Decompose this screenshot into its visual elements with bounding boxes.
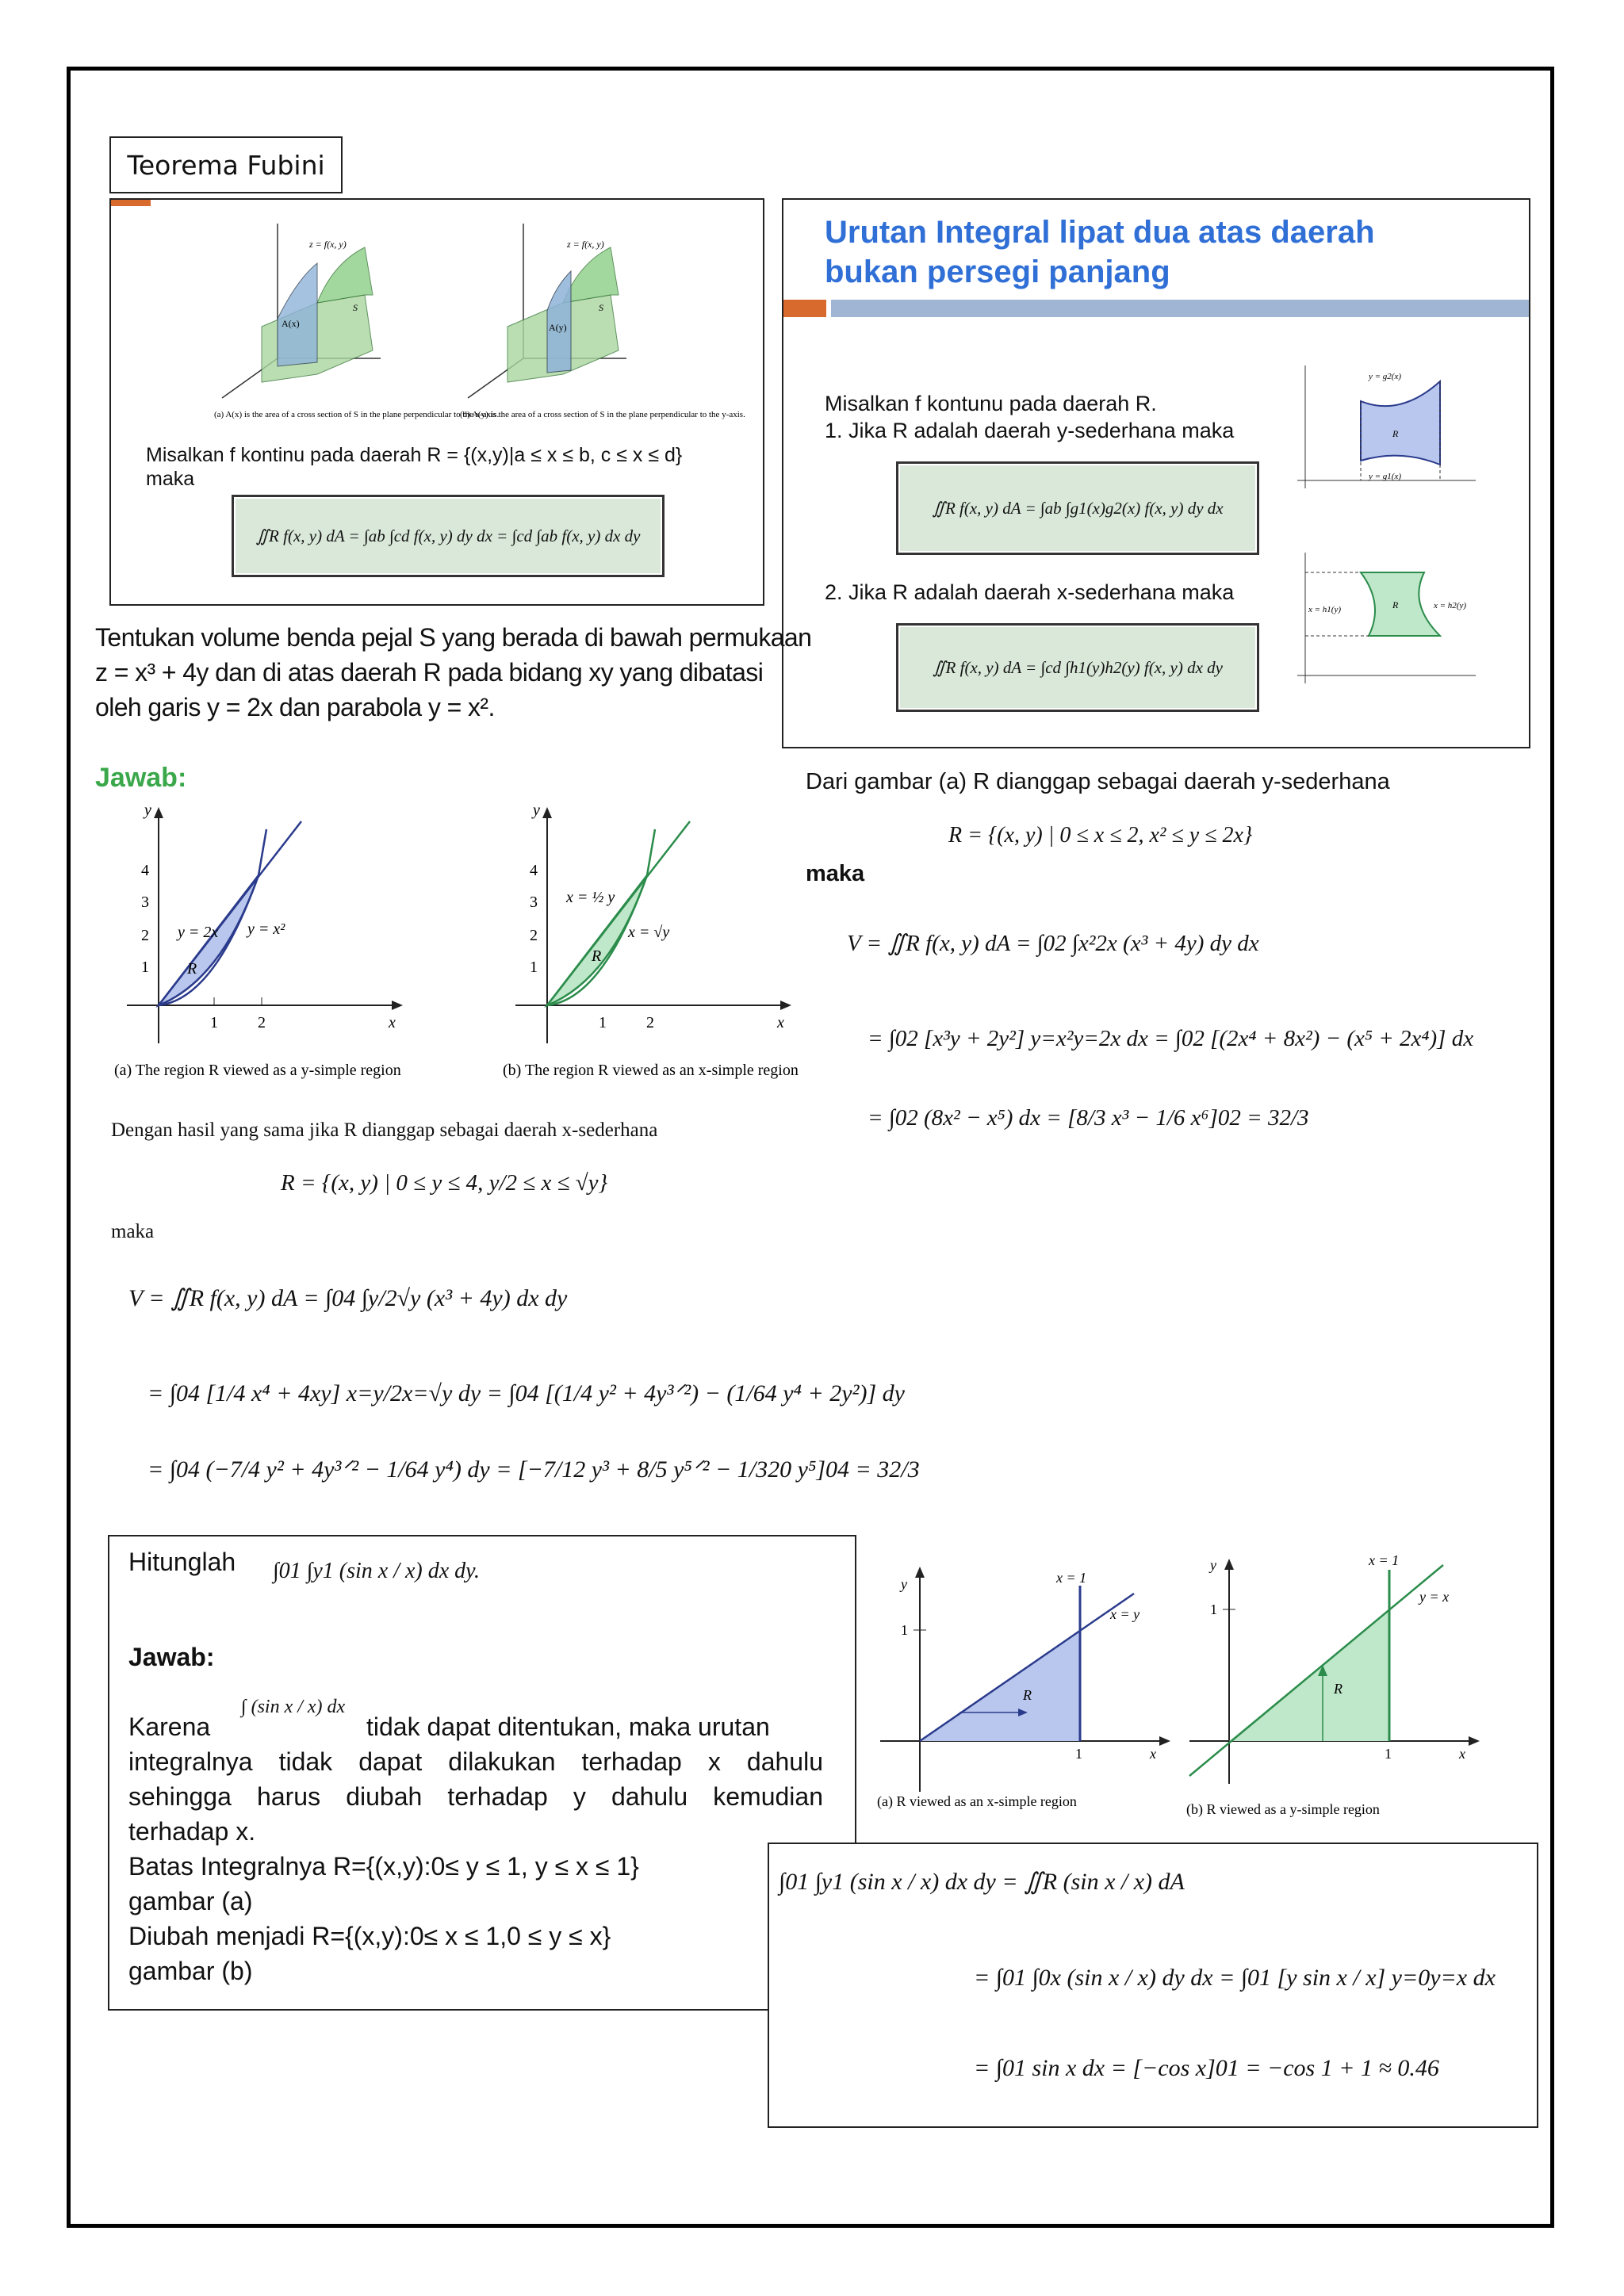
problem1-line2: z = x³ + 4y dan di atas daerah R pada bidang xy yang dibatasi <box>95 658 764 687</box>
sol-eq2: = ∫01 ∫0x (sin x / x) dy dx = ∫01 [y sin x / x] y=0y=x dx <box>974 1965 1496 1991</box>
svg-text:y: y <box>1210 1557 1216 1573</box>
svg-text:3: 3 <box>530 894 538 911</box>
slide-accent-blue <box>831 300 1529 317</box>
fig-b-caption: (b) A(y) is the area of a cross section of S in the plane perpendicular to the y-axis. <box>460 410 745 419</box>
right-eq2: = ∫02 [x³y + 2y²] y=x²y=2x dx = ∫02 [(2x⁴ + 8x²) − (x⁵ + 2x⁴)] dx <box>868 1026 1474 1051</box>
diubah-text: Diubah menjadi R={(x,y):0≤ x ≤ 1,0 ≤ y ≤ x} <box>128 1922 611 1950</box>
parabola-label-a: y = x² <box>247 920 285 938</box>
gambar-a: gambar (a) <box>128 1887 253 1915</box>
hitung-label: Hitunglah <box>128 1548 236 1576</box>
svg-text:x: x <box>389 1014 396 1031</box>
y-simple-graph <box>1281 362 1480 504</box>
svg-text:3: 3 <box>141 894 149 911</box>
svg-text:R: R <box>1334 1681 1342 1697</box>
right-intro: Dari gambar (a) R dianggap sebagai daerah y-sederhana <box>806 769 1390 794</box>
slide-accent-orange <box>783 300 826 317</box>
problem1-answer-label: Jawab: <box>95 763 187 793</box>
sol-eq1: ∫01 ∫y1 (sin x / x) dx dy = ∬R (sin x / x) dA <box>779 1869 1185 1895</box>
svg-text:S: S <box>353 302 358 313</box>
svg-text:1: 1 <box>1075 1746 1082 1762</box>
svg-text:1: 1 <box>530 959 538 976</box>
line-label-a: y = 2x <box>178 924 219 941</box>
svg-text:2: 2 <box>530 927 538 944</box>
accent-bar <box>111 200 151 206</box>
fubini-formula: ∬R f(x, y) dA = ∫ab ∫cd f(x, y) dy dx = ∫cd ∫ab f(x, y) dx dy <box>232 495 665 577</box>
left-eq1: V = ∬R f(x, y) dA = ∫04 ∫y/2√y (x³ + 4y) dx dy <box>128 1285 568 1311</box>
x-simple-graph <box>1281 549 1480 691</box>
right-maka: maka <box>806 861 865 886</box>
figure-a <box>214 224 499 419</box>
root-label-b: x = √y <box>628 924 670 941</box>
graph2-a-caption: (a) R viewed as an x-simple region <box>877 1793 1077 1809</box>
h1-label: x = h1(y) <box>1308 605 1342 614</box>
svg-text:1: 1 <box>901 1622 908 1638</box>
slide-formula2: ∬R f(x, y) dA = ∫cd ∫h1(y)h2(y) f(x, y) dx dy <box>896 623 1259 712</box>
svg-text:z = f(x, y): z = f(x, y) <box>567 239 604 250</box>
right-region: R = {(x, y) | 0 ≤ x ≤ 2, x² ≤ y ≤ 2x} <box>948 823 1253 848</box>
fig-a-caption: (a) A(x) is the area of a cross section of S in the plane perpendicular to the x-axis. <box>214 410 500 419</box>
graph-a-caption: (a) The region R viewed as a y-simple region <box>114 1062 401 1079</box>
gambar-b: gambar (b) <box>128 1957 253 1985</box>
fubini-panel <box>109 198 764 606</box>
svg-text:4: 4 <box>530 862 538 879</box>
svg-text:z = f(x, y): z = f(x, y) <box>309 239 347 250</box>
graph-b-caption: (b) The region R viewed as an x-simple region <box>503 1062 799 1079</box>
sol-eq3: = ∫01 sin x dx = [−cos x]01 = −cos 1 + 1 ≈ 0.46 <box>974 2055 1439 2081</box>
problem2-panel <box>108 1535 856 2011</box>
fubini-text-maka: maka <box>146 468 195 490</box>
right-eq3: = ∫02 (8x² − x⁵) dx = [8/3 x³ − 1/6 x⁶]02 = 32/3 <box>868 1105 1309 1131</box>
para4: terhadap x. <box>128 1817 256 1846</box>
left-maka: maka <box>111 1221 155 1242</box>
svg-text:y: y <box>901 1576 907 1592</box>
svg-text:1: 1 <box>141 959 149 976</box>
svg-text:x: x <box>1150 1746 1156 1762</box>
graph2-b-caption: (b) R viewed as a y-simple region <box>1186 1801 1380 1817</box>
svg-text:R: R <box>187 960 197 978</box>
svg-text:R: R <box>1023 1687 1032 1703</box>
slide-title-line2: bukan persegi panjang <box>825 254 1170 289</box>
left-eq2: = ∫04 [1/4 x⁴ + 4xy] x=y/2x=√y dy = ∫04 [(1/4 y² + 4y³ᐟ²) − (1/64 y⁴ + 2y²)] dy <box>147 1380 905 1406</box>
left-region: R = {(x, y) | 0 ≤ y ≤ 4, y/2 ≤ x ≤ √y} <box>281 1170 608 1196</box>
karena-integral: ∫ (sin x / x) dx <box>241 1697 346 1717</box>
svg-text:2: 2 <box>646 1014 654 1031</box>
svg-text:R: R <box>1392 428 1399 439</box>
hitung-integral: ∫01 ∫y1 (sin x / x) dx dy. <box>273 1559 481 1583</box>
svg-text:4: 4 <box>141 862 149 879</box>
slide-title-line1: Urutan Integral lipat dua atas daerah <box>825 215 1375 250</box>
right-eq1: V = ∬R f(x, y) dA = ∫02 ∫x²2x (x³ + 4y) dy dx <box>847 931 1259 956</box>
page-title: Teorema Fubini <box>109 136 343 193</box>
line-label-b: x = ½ y <box>566 889 615 906</box>
slide-panel <box>782 198 1530 748</box>
para2: integralnya tidak dapat dilakukan terhadap x dahulu <box>128 1747 823 1776</box>
svg-text:R: R <box>1392 599 1399 610</box>
x1-label-a: x = 1 <box>1056 1570 1087 1586</box>
svg-text:y: y <box>144 802 151 819</box>
x1-label-b: x = 1 <box>1369 1552 1400 1568</box>
svg-text:x: x <box>777 1014 784 1031</box>
slide-item2: 2. Jika R adalah daerah x-sederhana maka <box>825 580 1235 604</box>
h2-label: x = h2(y) <box>1434 601 1467 610</box>
fubini-text: Misalkan f kontinu pada daerah R = {(x,y)|a ≤ x ≤ b, c ≤ x ≤ d} <box>146 444 683 466</box>
region-graph-a <box>111 798 460 1091</box>
svg-text:1: 1 <box>1385 1746 1392 1762</box>
xy-label: x = y <box>1110 1606 1140 1622</box>
cross-section-figures <box>206 216 745 453</box>
svg-text:2: 2 <box>141 927 149 944</box>
svg-text:S: S <box>599 302 603 313</box>
svg-text:y: y <box>533 802 540 819</box>
svg-text:A(x): A(x) <box>282 318 300 329</box>
slide-intro: Misalkan f kontunu pada daerah R. <box>825 392 1157 415</box>
g1-label: y = g1(x) <box>1369 472 1402 481</box>
svg-text:1: 1 <box>210 1014 218 1031</box>
svg-text:R: R <box>592 947 602 965</box>
problem1-line3: oleh garis y = 2x dan parabola y = x². <box>95 693 495 721</box>
problem2-answer-label: Jawab: <box>128 1643 215 1671</box>
problem1-line1: Tentukan volume benda pejal S yang berada di bawah permukaan <box>95 623 812 652</box>
para3: sehingga harus diubah terhadap y dahulu kemudian <box>128 1782 823 1811</box>
yx-label: y = x <box>1419 1589 1450 1605</box>
svg-text:1: 1 <box>599 1014 607 1031</box>
slide-formula1: ∬R f(x, y) dA = ∫ab ∫g1(x)g2(x) f(x, y) dy dx <box>896 461 1259 555</box>
batas-text: Batas Integralnya R={(x,y):0≤ y ≤ 1, y ≤ x ≤ 1} <box>128 1852 639 1881</box>
region-graph-b <box>500 798 848 1091</box>
triangle-graph-a <box>872 1554 1174 1823</box>
left-eq3: = ∫04 (−7/4 y² + 4y³ᐟ² − 1/64 y⁴) dy = [−7/12 y³ + 8/5 y⁵ᐟ² − 1/320 y⁵]04 = 32/3 <box>147 1456 920 1483</box>
solution-panel <box>768 1843 1538 2128</box>
svg-text:x: x <box>1459 1746 1465 1762</box>
figure-b <box>460 224 745 419</box>
left-intro: Dengan hasil yang sama jika R dianggap sebagai daerah x-sederhana <box>111 1119 658 1141</box>
svg-text:2: 2 <box>258 1014 266 1031</box>
slide-item1: 1. Jika R adalah daerah y-sederhana maka <box>825 419 1235 442</box>
svg-text:1: 1 <box>1210 1601 1217 1617</box>
para1-rest: tidak dapat ditentukan, maka urutan <box>366 1712 770 1741</box>
svg-text:A(y): A(y) <box>549 322 567 333</box>
g2-label: y = g2(x) <box>1369 372 1402 381</box>
karena-label: Karena <box>128 1712 211 1741</box>
triangle-graph-b <box>1182 1546 1483 1823</box>
